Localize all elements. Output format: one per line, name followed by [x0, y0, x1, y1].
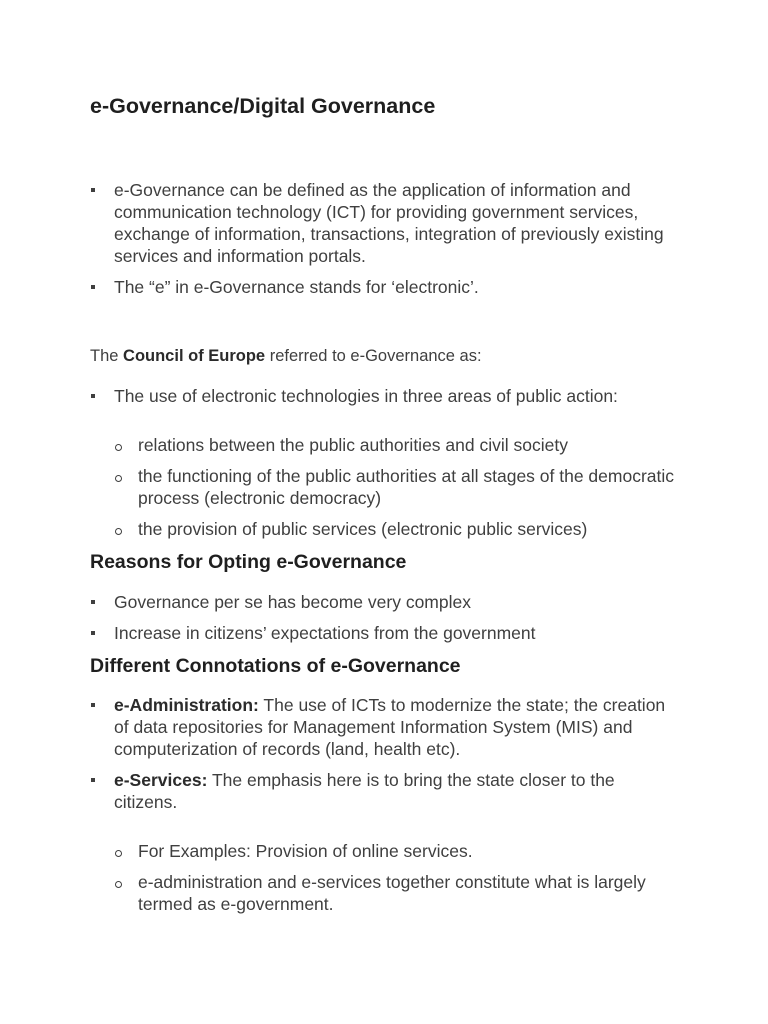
list-item: e-Governance can be defined as the application of information and communication technology (ICT) for providing government services, exchange of information, transactions, integration of previously existing services and information portals.	[90, 179, 680, 267]
reasons-heading: Reasons for Opting e-Governance	[90, 551, 407, 573]
reasons-list	[90, 591, 680, 644]
sub-list-item: the functioning of the public authorities at all stages of the democratic process (electronic democracy)	[90, 465, 680, 509]
connotations-sub-list	[90, 840, 680, 915]
council-intro	[90, 345, 680, 367]
sub-list-item: e-administration and e-services together constitute what is largely termed as e-government.	[90, 871, 680, 915]
connotation-term: e-Services:	[114, 770, 208, 790]
list-item: Governance per se has become very complex	[90, 591, 680, 613]
connotations-heading: Different Connotations of e-Governance	[90, 655, 461, 677]
council-name: Council of Europe	[123, 347, 266, 365]
sub-list-item: the provision of public services (electronic public services)	[90, 518, 680, 540]
sub-list-item: For Examples: Provision of online services.	[90, 840, 680, 862]
council-intro-prefix: The	[90, 347, 124, 365]
sub-list-item: relations between the public authorities and civil society	[90, 434, 680, 456]
definition-list	[90, 179, 680, 298]
connotation-text: The emphasis here is to bring the state closer to the citizens.	[114, 770, 615, 812]
list-item	[90, 769, 680, 813]
list-item: Increase in citizens’ expectations from the government	[90, 622, 680, 644]
list-item: The use of electronic technologies in three areas of public action:	[90, 385, 680, 407]
list-item	[90, 694, 680, 760]
connotations-list	[90, 694, 680, 813]
connotation-text: The use of ICTs to modernize the state; the creation of data repositories for Management Information System (MIS) and computerization of records (land, health etc).	[114, 695, 666, 759]
council-intro-suffix: referred to e-Governance as:	[265, 347, 482, 365]
page-title: e-Governance/Digital Governance	[90, 94, 436, 118]
council-sub-list	[90, 434, 680, 540]
connotation-term: e-Administration:	[114, 695, 259, 715]
list-item: The “e” in e-Governance stands for ‘electronic’.	[90, 276, 680, 298]
council-list	[90, 385, 680, 407]
